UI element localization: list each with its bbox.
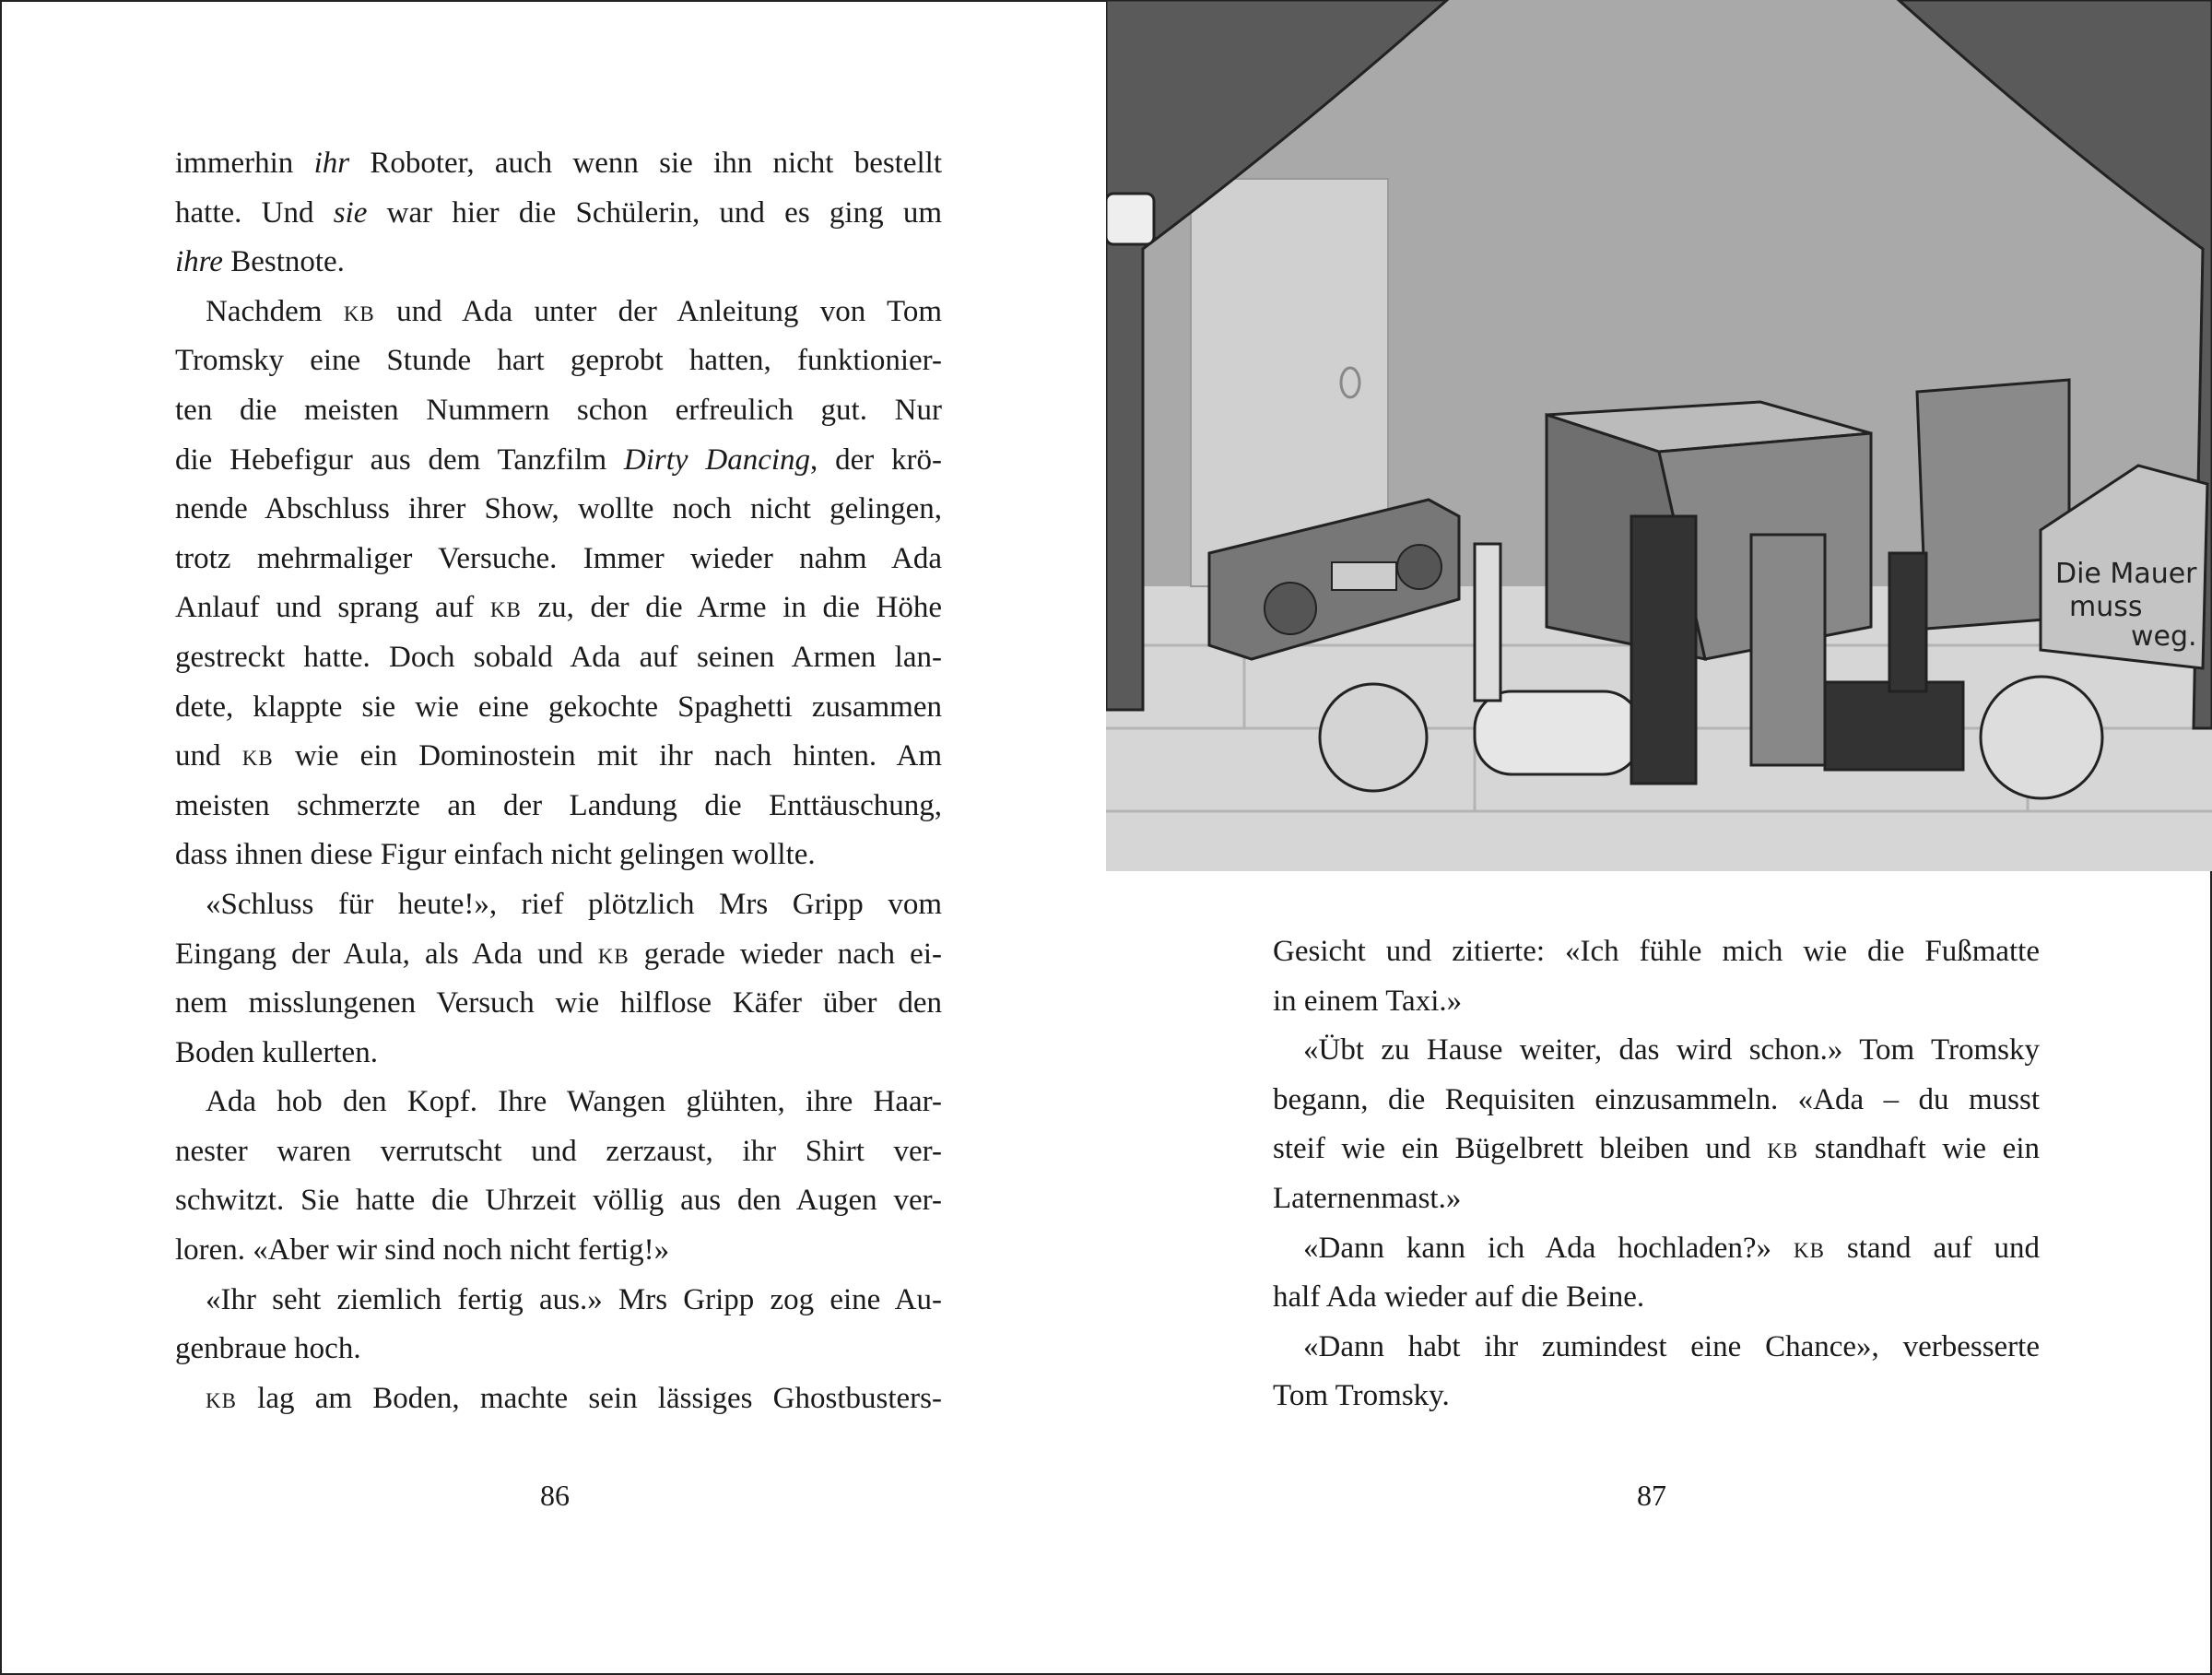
right-page-text (1273, 927, 2040, 1421)
text-line (175, 683, 942, 733)
text-line (175, 1374, 942, 1424)
text-segment: standhaft wie ein (1798, 1132, 2040, 1166)
text-line (175, 1276, 942, 1326)
text-line (175, 633, 942, 683)
text-segment: Tom Tromsky. (1273, 1379, 1450, 1413)
text-line (175, 880, 942, 930)
text-line (175, 139, 942, 189)
text-segment: meisten schmerzte an der Landung die Enttäuschung, (175, 788, 942, 822)
text-segment: «Ihr seht ziemlich fertig aus.» Mrs Gripp zog eine Au- (206, 1282, 942, 1316)
text-segment: dete, klappte sie wie eine gekochte Spaghetti zusammen (175, 690, 942, 724)
text-line (175, 189, 942, 239)
text-segment: dass ihnen diese Figur einfach nicht gelingen wollte. (175, 838, 816, 872)
smallcaps-text: kb (206, 1381, 237, 1415)
text-segment: wie ein Dominostein mit ihr nach hinten. Am (273, 739, 943, 773)
stage-illustration (1106, 0, 2212, 871)
text-line (175, 979, 942, 1029)
text-segment: Ada hob den Kopf. Ihre Wangen glühten, ihre Haar- (206, 1085, 942, 1119)
smallcaps-text: kb (241, 739, 274, 773)
box-sign-line1: Die Mauer (2055, 558, 2197, 590)
text-segment: und (175, 739, 242, 773)
text-segment: «Dann habt ihr zumindest eine Chance», verbesserte (1303, 1329, 2040, 1363)
text-segment: gestreckt hatte. Doch sobald Ada auf seinen Armen lan- (175, 640, 942, 674)
text-segment: gerade wieder nach ei- (629, 937, 942, 971)
text-segment: Laternenmast.» (1273, 1181, 1462, 1215)
text-segment: Boden kullerten. (175, 1035, 378, 1069)
text-line (175, 1127, 942, 1177)
italic-text: Dirty Dancing (623, 442, 811, 477)
text-segment: und Ada unter der Anleitung von Tom (374, 294, 942, 328)
text-segment: die Hebefigur aus dem Tanzfilm (175, 442, 624, 477)
italic-text: ihr (313, 147, 350, 180)
text-segment: «Dann kann ich Ada hochladen?» (1303, 1231, 1794, 1265)
text-segment: Bestnote. (222, 245, 345, 279)
left-page-text (175, 139, 942, 1423)
text-line (175, 535, 942, 584)
text-segment: «Übt zu Hause weiter, das wird schon.» Tom Tromsky (1303, 1033, 2040, 1068)
text-line (1273, 1372, 2040, 1421)
text-segment: immerhin (175, 147, 314, 180)
text-line (1273, 1323, 2040, 1373)
text-segment: lag am Boden, machte sein lässiges Ghostbusters- (236, 1381, 942, 1415)
text-line (175, 782, 942, 832)
smallcaps-text: kb (489, 591, 522, 625)
text-line (1273, 1273, 2040, 1323)
text-segment: , der krö- (810, 442, 942, 477)
text-segment: war hier die Schülerin, und es ging um (367, 195, 943, 230)
text-line (175, 1078, 942, 1127)
text-line (175, 436, 942, 486)
text-line (175, 1325, 942, 1374)
text-line (175, 386, 942, 436)
text-segment: stand auf und (1824, 1231, 2041, 1265)
smallcaps-text: kb (597, 937, 629, 971)
text-segment: Tromsky eine Stunde hart geprobt hatten, funktionier- (175, 344, 942, 378)
text-segment: begann, die Requisiten einzusammeln. «Ada – du musst (1273, 1082, 2040, 1116)
text-line (175, 584, 942, 633)
text-line (1273, 977, 2040, 1027)
text-line (1273, 1224, 2040, 1274)
text-line (1273, 1026, 2040, 1076)
text-line (175, 1226, 942, 1276)
text-segment: genbraue hoch. (175, 1332, 361, 1366)
text-segment: loren. «Aber wir sind noch nicht fertig!» (175, 1233, 670, 1268)
text-segment: steif wie ein Bügelbrett bleiben und (1273, 1132, 1768, 1166)
text-segment: schwitzt. Sie hatte die Uhrzeit völlig aus den Augen ver- (175, 1184, 942, 1218)
text-line (175, 288, 942, 337)
text-line (175, 930, 942, 980)
text-segment: hatte. Und (175, 195, 334, 230)
text-segment: nester waren verrutscht und zerzaust, ihr Shirt ver- (175, 1134, 942, 1168)
text-line (1273, 1125, 2040, 1174)
text-line (175, 336, 942, 386)
text-segment: Eingang der Aula, als Ada und (175, 937, 598, 971)
text-line (1273, 1174, 2040, 1224)
italic-text: ihre (175, 245, 223, 279)
text-segment: zu, der die Arme in die Höhe (521, 591, 942, 625)
text-segment: «Schluss für heute!», rief plötzlich Mrs Gripp vom (206, 887, 942, 921)
text-segment: Gesicht und zitierte: «Ich fühle mich wie die Fußmatte (1273, 935, 2040, 968)
text-line (1273, 1076, 2040, 1126)
text-line (175, 1176, 942, 1226)
smallcaps-text: kb (343, 294, 375, 328)
smallcaps-text: kb (1793, 1231, 1825, 1265)
text-line (175, 831, 942, 880)
text-segment: in einem Taxi.» (1273, 984, 1463, 1018)
page-number-left: 86 (540, 1479, 570, 1512)
text-line (1273, 927, 2040, 977)
text-segment: half Ada wieder auf die Beine. (1273, 1280, 1645, 1315)
text-line (175, 732, 942, 782)
text-segment: nem misslungenen Versuch wie hilflose Käfer über den (175, 986, 942, 1020)
smallcaps-text: kb (1767, 1132, 1799, 1166)
text-segment: Nachdem (206, 294, 344, 328)
text-segment: Anlauf und sprang auf (175, 591, 490, 625)
box-sign-line3: weg. (2131, 620, 2197, 653)
italic-text: sie (333, 195, 368, 230)
page-number-right: 87 (1637, 1479, 1666, 1512)
text-segment: trotz mehrmaliger Versuche. Immer wieder nahm Ada (175, 541, 942, 575)
text-line (175, 238, 942, 288)
box-sign-line2: muss (2069, 591, 2143, 623)
text-segment: ten die meisten Nummern schon erfreulich gut. Nur (175, 393, 942, 427)
text-line (175, 1029, 942, 1079)
text-line (175, 485, 942, 535)
text-segment: nende Abschluss ihrer Show, wollte noch nicht gelingen, (175, 492, 942, 526)
text-segment: Roboter, auch wenn sie ihn nicht bestellt (349, 147, 943, 180)
